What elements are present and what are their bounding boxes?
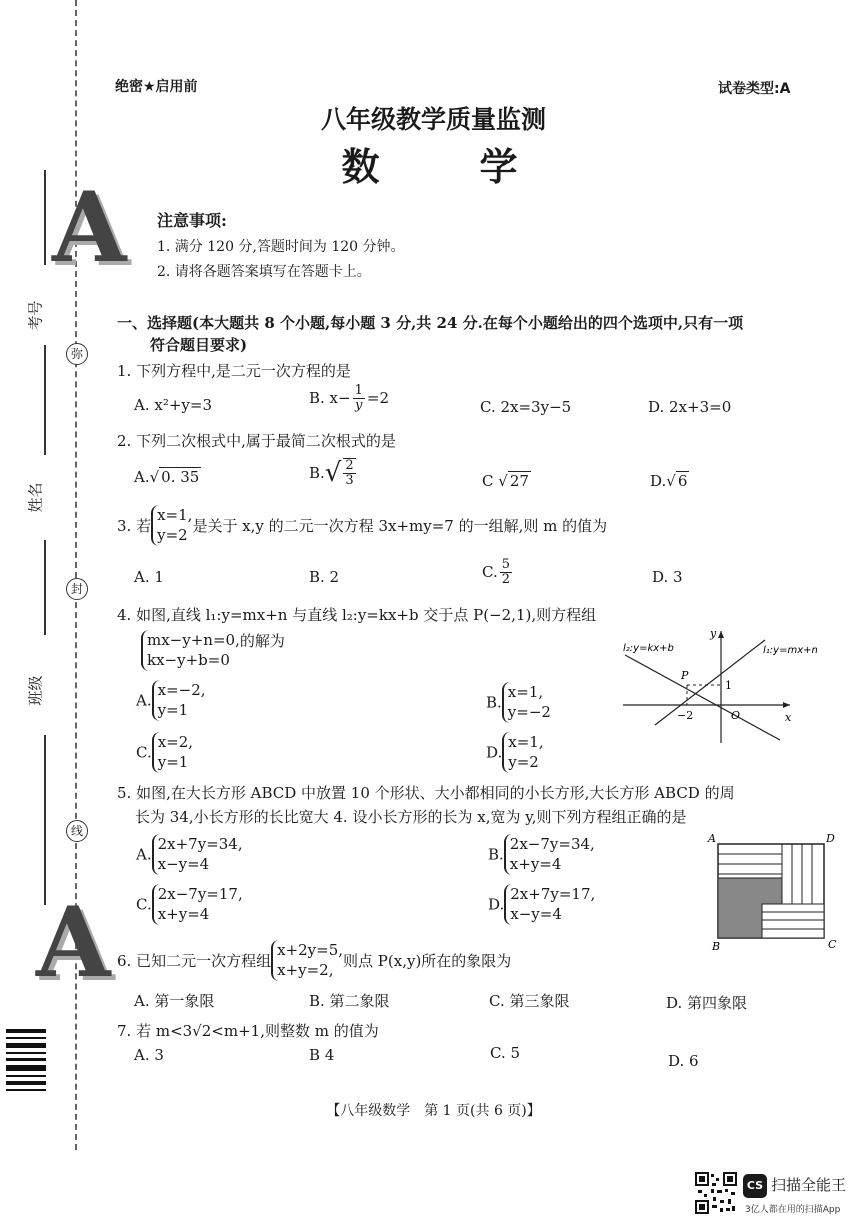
q2-option-d: D.√ 6 xyxy=(650,472,688,490)
q7-option-d: D. 6 xyxy=(668,1052,699,1070)
margin-rule xyxy=(44,735,46,905)
paper-type: 试卷类型:A xyxy=(718,81,791,97)
fig-label-one: 1 xyxy=(725,679,732,692)
q1-option-b: B. x− $\frac{1}{y}$ =2 xyxy=(309,383,389,413)
q5-figure xyxy=(706,830,842,952)
q1-stem: 1. 下列方程中,是二元一次方程的是 xyxy=(117,362,351,380)
barcode-image xyxy=(2,1025,50,1100)
q4-stem: 4. 如图,直线 l₁:y=mx+n 与直线 l₂:y=kx+b 交于点 P(−2,1),则方程组 xyxy=(117,606,597,624)
x-axis-arrow xyxy=(783,702,790,708)
q1-option-c: C. 2x=3y−5 xyxy=(480,398,572,416)
q6-option-c: C. 第三象限 xyxy=(489,992,570,1010)
q4-option-c: C. x=2, y=1 xyxy=(136,733,194,772)
fig-label-p: P xyxy=(681,669,689,682)
paper-type-letter-top: A xyxy=(52,171,127,284)
fig-label-a: A xyxy=(708,832,716,845)
q3-option-b: B. 2 xyxy=(309,568,340,586)
margin-rule xyxy=(44,345,46,455)
seal-char-mi: 弥 xyxy=(66,343,88,365)
y-axis-arrow xyxy=(718,631,724,638)
notes-item-2: 2. 请将各题答案填写在答题卡上。 xyxy=(157,264,371,280)
confidential-mark: 绝密★启用前 xyxy=(115,79,198,95)
q2-option-a: A.√ 0. 35 xyxy=(134,468,200,486)
seal-char-feng: 封 xyxy=(66,578,88,600)
q4-option-b: B. x=1, y=−2 xyxy=(486,683,551,722)
q5-option-b: B. 2x−7y=34, x+y=4 xyxy=(488,835,595,874)
q5-stem-line1: 5. 如图,在大长方形 ABCD 中放置 10 个形状、大小都相同的小长方形,大长方形 ABCD 的周 xyxy=(117,784,735,802)
q3-option-a: A. 1 xyxy=(134,568,164,586)
q7-stem: 7. 若 m<3√2<m+1,则整数 m 的值为 xyxy=(117,1022,379,1040)
q7-option-c: C. 5 xyxy=(490,1044,521,1062)
q1-option-d: D. 2x+3=0 xyxy=(648,398,732,416)
q5-option-d: D. 2x+7y=17, x−y=4 xyxy=(488,885,596,924)
q2-option-b: B.√ $\frac{2}{3}$ xyxy=(309,458,354,488)
exam-title: 八年级教学质量监测 xyxy=(320,105,546,134)
scanner-tagline: 3亿人都在用的扫描App xyxy=(745,1205,841,1215)
q1-option-a: A. x²+y=3 xyxy=(134,396,212,414)
name-label: 姓名 xyxy=(26,482,45,513)
notes-title: 注意事项: xyxy=(157,211,227,230)
q2-stem: 2. 下列二次根式中,属于最简二次根式的是 xyxy=(117,432,396,450)
fig-label-d: D xyxy=(826,832,835,845)
fig-label-l2: l₂:y=kx+b xyxy=(623,643,674,654)
seal-char-xian: 线 xyxy=(66,820,88,842)
q5-option-a: A. 2x+7y=34, x−y=4 xyxy=(136,835,243,874)
fig-label-neg2: −2 xyxy=(677,709,694,722)
fig-label-l1: l₁:y=mx+n xyxy=(763,645,818,656)
fig-label-b: B xyxy=(712,940,721,952)
q3-option-d: D. 3 xyxy=(652,568,683,586)
section-heading: 一、选择题(本大题共 8 个小题,每小题 3 分,共 24 分.在每个小题给出的四个选项中,只有一项 xyxy=(117,314,744,332)
q2-option-c: C √ 27 xyxy=(482,472,529,490)
qr-code-image xyxy=(695,1172,737,1214)
paper-type-letter-bottom: A xyxy=(36,886,111,999)
exam-number-label: 考号 xyxy=(26,300,45,331)
q6-option-b: B. 第二象限 xyxy=(309,992,390,1010)
lower-right-strips xyxy=(762,904,824,938)
line-l2 xyxy=(625,655,780,740)
scanner-app-icon: CS xyxy=(743,1174,767,1198)
q3-option-c: C. $\frac{5}{2}$ xyxy=(482,557,510,587)
q7-option-b: B 4 xyxy=(309,1046,335,1064)
q4-figure xyxy=(615,625,830,750)
q4-option-a: A. x=−2, y=1 xyxy=(136,681,206,720)
fig-label-x: x xyxy=(785,711,792,724)
notes-item-1: 1. 满分 120 分,答题时间为 120 分钟。 xyxy=(157,239,405,255)
class-label: 班级 xyxy=(26,675,45,706)
subject-title: 数 学 xyxy=(341,144,526,189)
q4-option-d: D. x=1, y=2 xyxy=(486,733,544,772)
section-heading-cont: 符合题目要求) xyxy=(150,336,248,354)
q3-stem: 3. 若 x=1, y=2 是关于 x,y 的二元一次方程 3x+my=7 的一组解,则 m 的值为 xyxy=(117,506,608,545)
q5-stem-line2: 长为 34,小长方形的长比宽大 4. 设小长方形的长为 x,宽为 y,则下列方程组正确的是 xyxy=(135,808,687,826)
fig-label-y: y xyxy=(710,627,717,640)
q6-stem: 6. 已知二元一次方程组 x+2y=5, x+y=2, 则点 P(x,y)所在的象限为 xyxy=(117,941,512,980)
q6-option-d: D. 第四象限 xyxy=(666,994,748,1012)
margin-rule xyxy=(44,540,46,635)
q7-option-a: A. 3 xyxy=(134,1046,164,1064)
fig-label-c: C xyxy=(828,938,837,951)
page-footer: 【八年级数学 第 1 页(共 6 页)】 xyxy=(326,1103,541,1119)
fig-label-origin: O xyxy=(731,709,741,722)
q4-system: mx−y+n=0, kx−y+b=0 的解为 xyxy=(141,630,285,671)
q5-option-c: C. 2x−7y=17, x+y=4 xyxy=(136,885,243,924)
q6-option-a: A. 第一象限 xyxy=(134,992,215,1010)
scanner-brand: 扫描全能王 xyxy=(771,1176,847,1194)
